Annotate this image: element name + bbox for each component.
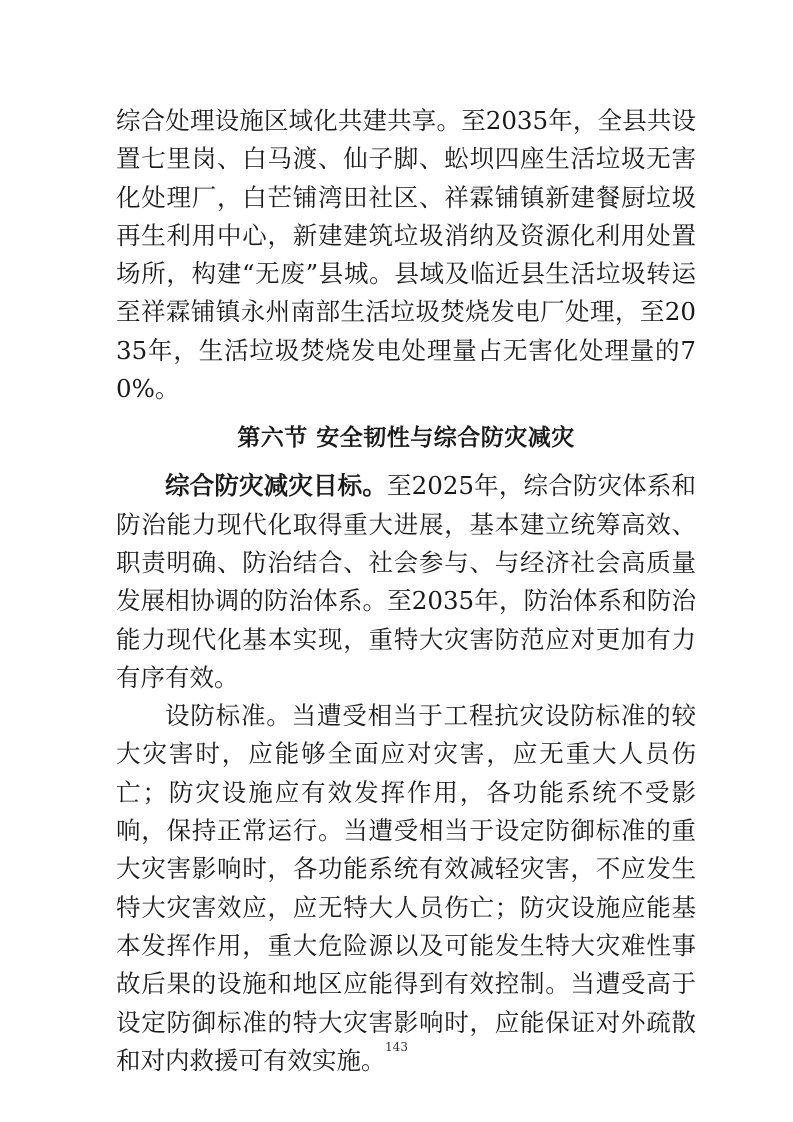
paragraph-body: 至2025年，综合防灾体系和防治能力现代化取得重大进展，基本建立统筹高效、职责明确、防治结合、社会参与、与经济社会高质量发展相协调的防治体系。至2035年，防治体系和防治能力现代化基本实现，重特大灾害防范应对更加有力有序有效。: [116, 471, 697, 692]
paragraph-fortification-standards: 设防标准。当遭受相当于工程抗灾设防标准的较大灾害时，应能够全面应对灾害，应无重大人员伤亡；防灾设施应有效发挥作用，各功能系统不受影响，保持正常运行。当遭受相当于设定防御标准的重大灾害影响时，各功能系统有效减轻灾害，不应发生特大灾害效应，应无特大人员伤亡；防灾设施应能基本发挥作用，重大危险源以及可能发生特大灾难性事故后果的设施和地区应能得到有效控制。当遭受高于设定防御标准的特大灾害影响时，应能保证对外疏散和对内救援可有效实施。: [116, 701, 696, 1075]
page-number: 143: [385, 1040, 408, 1054]
paragraph-disaster-goals: [116, 467, 696, 697]
document-page: [116, 102, 696, 1080]
paragraph-lead-heading: 综合防灾减灾目标。: [165, 471, 387, 501]
section-title: 第六节 安全韧性与综合防灾减灾: [237, 425, 575, 452]
paragraph-waste-facilities: 综合处理设施区域化共建共享。至2035年，全县共设置七里岗、白马渡、仙子脚、蚣坝四座生活垃圾无害化处理厂，白芒铺湾田社区、祥霖铺镇新建餐厨垃圾再生利用中心，新建建筑垃圾消纳及资源化利用处置场所，构建“无废”县城。县域及临近县生活垃圾转运至祥霖铺镇永州南部生活垃圾焚烧发电厂处理，至2035年，生活垃圾焚烧发电处理量占无害化处理量的70%。: [116, 106, 696, 404]
